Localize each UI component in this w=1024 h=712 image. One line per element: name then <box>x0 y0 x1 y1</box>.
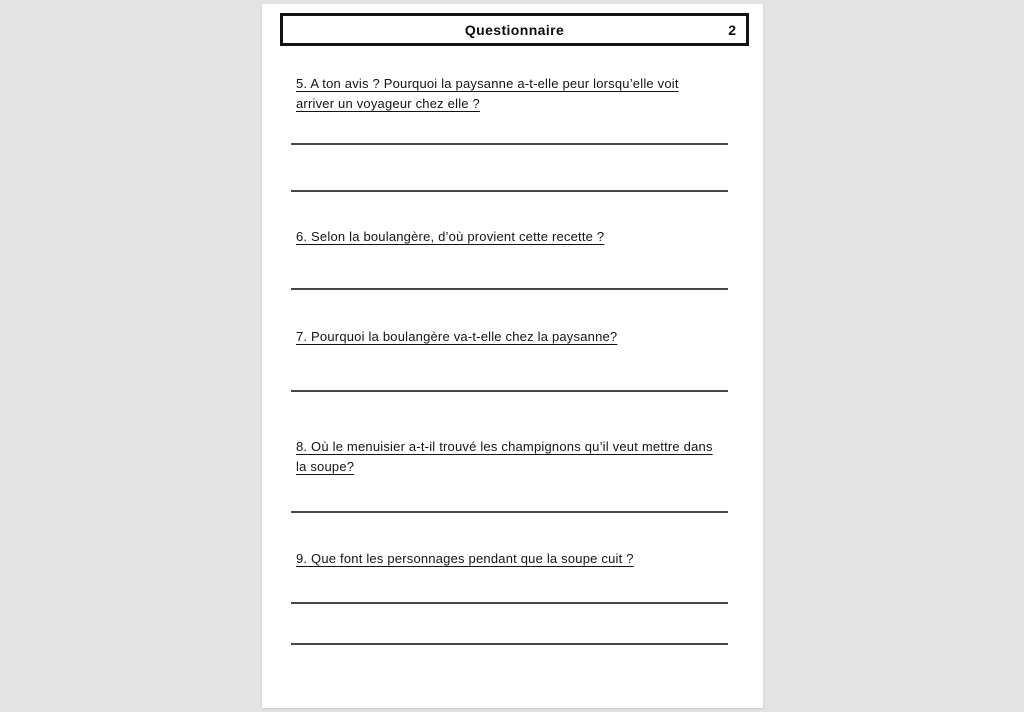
question-9-line-1: 9. Que font les personnages pendant que la soupe cuit ? <box>296 551 634 566</box>
question-7-line-1: 7. Pourquoi la boulangère va-t-elle chez la paysanne? <box>296 329 618 344</box>
question-6 <box>291 227 739 247</box>
question-5-line-2: arriver un voyageur chez elle ? <box>296 96 480 111</box>
question-8-line-1: 8. Où le menuisier a-t-il trouvé les champignons qu’il veut mettre dans <box>296 439 713 454</box>
question-8 <box>291 437 739 477</box>
worksheet-page <box>262 4 763 708</box>
page-title: Questionnaire <box>464 21 565 38</box>
question-8-line-2: la soupe? <box>296 459 355 474</box>
question-7 <box>291 327 739 347</box>
answer-line-q7-1 <box>291 390 728 392</box>
answer-line-q6-1 <box>291 288 728 290</box>
question-5-line-1: 5. A ton avis ? Pourquoi la paysanne a-t-elle peur lorsqu’elle voit <box>296 76 679 91</box>
question-9 <box>291 549 739 569</box>
question-6-line-1: 6. Selon la boulangère, d’où provient cette recette ? <box>296 229 605 244</box>
page-number: 2 <box>728 21 736 38</box>
answer-line-q5-1 <box>291 143 728 145</box>
answer-line-q5-2 <box>291 190 728 192</box>
question-5 <box>291 74 739 114</box>
answer-line-q9-1 <box>291 602 728 604</box>
header-box <box>280 13 749 46</box>
answer-line-q9-2 <box>291 643 728 645</box>
answer-line-q8-1 <box>291 511 728 513</box>
